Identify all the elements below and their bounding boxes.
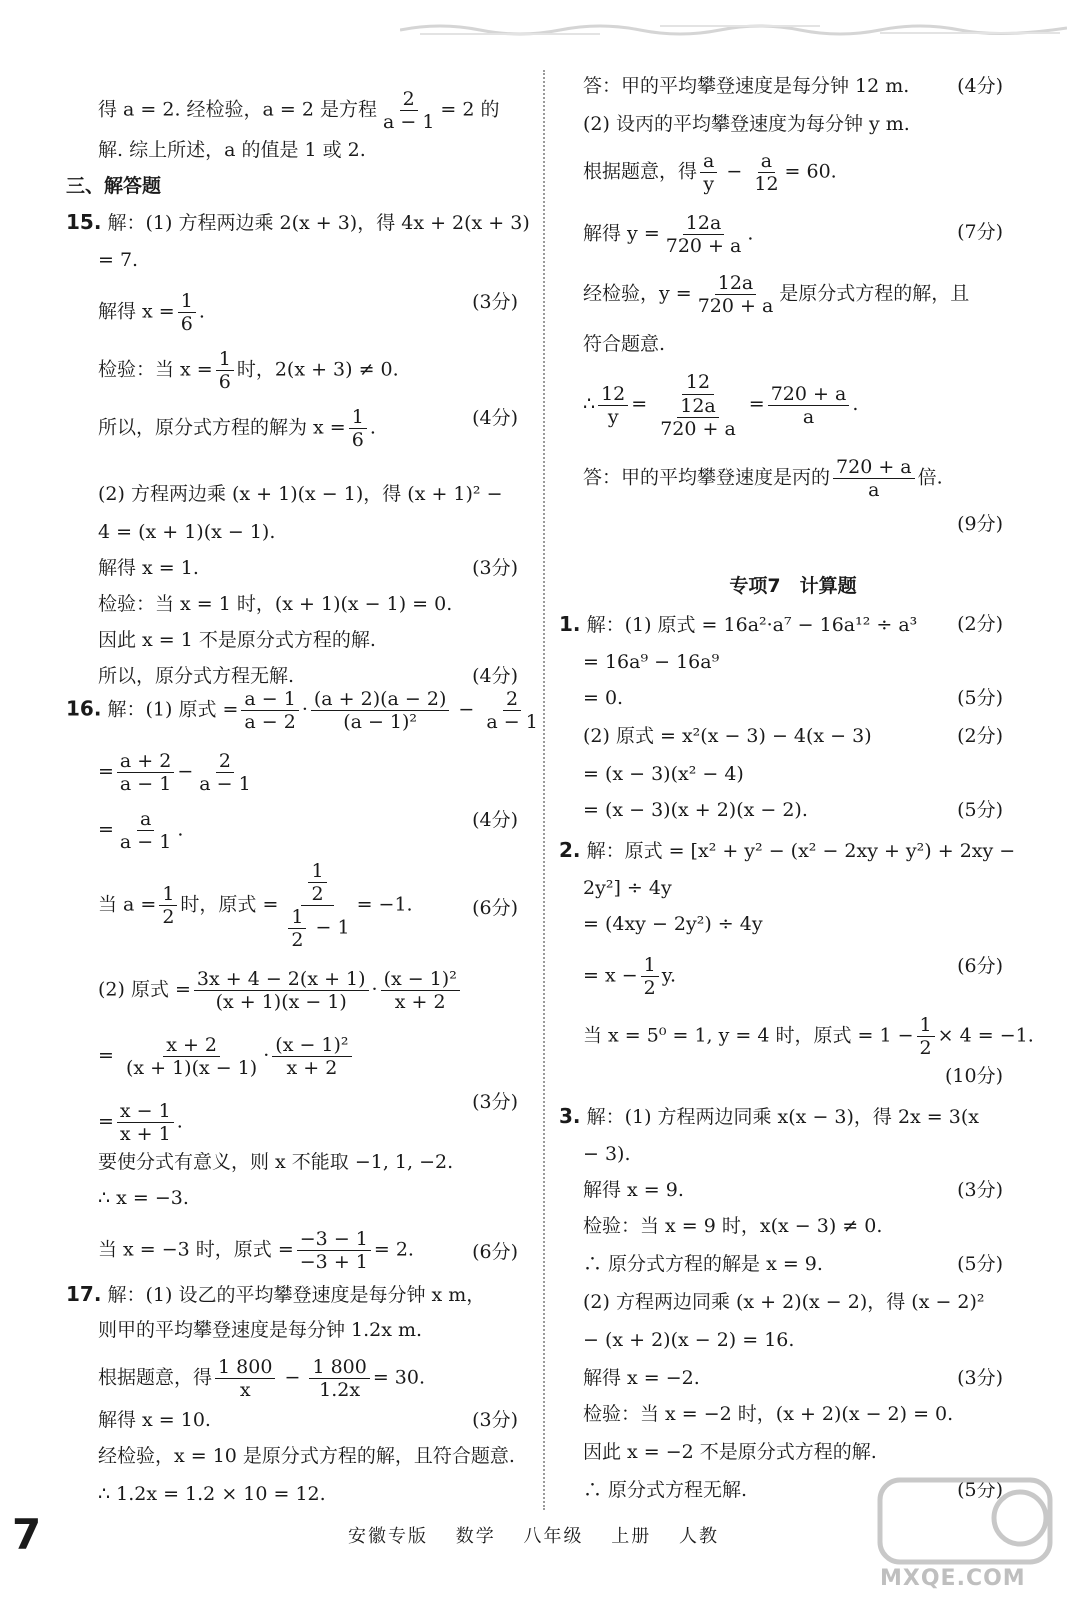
- fraction: $\frac{2}{a - 1}$: [199, 750, 251, 795]
- problem-16-line: 16. 解：(1) 原式 = $\frac{a - 1}{a - 2}$ · $\frac{(a + 2)(a - 2)}{\text{(a − 1)²}}$ − $\frac{2}{a - 1}$: [66, 688, 486, 733]
- fraction: $\frac{x + 2}{(x + 1)(x - 1)}$: [125, 1034, 258, 1079]
- solution-line: 得 a = 2. 经检验，a = 2 是方程 $\frac{2}{a - 1}$ = 2 的: [98, 88, 500, 133]
- solution-line: 当 x = −3 时，原式 = $\frac{-3 - 1}{-3 + 1}$ = 2. (6分): [98, 1228, 518, 1273]
- score-marker: (9分): [957, 513, 1003, 535]
- solution-line: 解得 x = 1. (3分): [98, 557, 518, 579]
- fraction: $\frac{a - 1}{a - 2}$: [241, 688, 298, 733]
- solution-line: = x − $\frac{1}{2}$ y. (6分): [583, 954, 1003, 999]
- solution-line: ∴ $\frac{12}{y}$ = $\frac{12}{\frac{12a}{720 + a}}$ = $\frac{720 + a}{a}$ .: [583, 371, 859, 440]
- problem-number: 17.: [66, 1282, 102, 1306]
- watermark-site: MXQE.COM: [880, 1566, 1026, 1591]
- fraction: $\frac{x - 1}{x + 1}$: [117, 1100, 174, 1145]
- solution-line: ∴ 1.2x = 1.2 × 10 = 12.: [98, 1483, 326, 1505]
- solution-line: 所以，原分式方程的解为 x = $\frac{1}{6}$ . (4分): [98, 406, 518, 451]
- solution-line: = (x − 3)(x² − 4): [583, 763, 744, 785]
- fraction: $\frac{\text{(x − 1)²}}{x + 2}$: [272, 1034, 351, 1079]
- score-marker: (3分): [957, 1367, 1003, 1389]
- solution-line: = (4xy − 2y²) ÷ 4y: [583, 913, 763, 935]
- problem-3-line: 3. 解：(1) 方程两边同乘 x(x − 3)，得 2x = 3(x: [559, 1104, 979, 1128]
- solution-line: (2) 方程两边同乘 (x + 2)(x − 2)，得 (x − 2)²: [583, 1291, 985, 1313]
- solution-line: 经检验，x = 10 是原分式方程的解，且符合题意.: [98, 1445, 515, 1467]
- score-marker: (5分): [957, 687, 1003, 709]
- problem-number: 16.: [66, 696, 102, 721]
- score-marker: (4分): [472, 665, 518, 687]
- top-decorative-band: [400, 18, 1067, 38]
- solution-line: = 0. (5分): [583, 687, 1003, 709]
- fraction: $\frac{\text{(x − 1)²}}{x + 2}$: [381, 968, 460, 1013]
- fraction: $\frac{a}{a - 1}$: [119, 808, 172, 853]
- fraction: $\frac{2}{a - 1}$: [383, 88, 435, 133]
- solution-line: = $\frac{a}{a - 1}$ . (4分): [98, 808, 518, 853]
- problem-2-line: 2. 解：原式 = [x² + y² − (x² − 2xy + y²) + 2xy −: [559, 838, 1016, 862]
- page-number: 7: [12, 1510, 42, 1559]
- topic-header: 专项7 计算题: [729, 575, 857, 597]
- nested-fraction: $\frac{12}{\frac{12a}{720 + a}}$: [660, 371, 736, 440]
- fraction: $\frac{2}{a - 1}$: [486, 688, 538, 733]
- score-marker: (4分): [957, 75, 1003, 97]
- solution-line: 检验：当 x = −2 时，(x + 2)(x − 2) = 0.: [583, 1403, 954, 1425]
- fraction: $\frac{a + 2}{a - 1}$: [117, 750, 174, 795]
- solution-line: ∴ 原分式方程无解. (5分): [583, 1479, 1003, 1501]
- fraction: $\frac{1}{2}$: [159, 883, 177, 928]
- fraction: $\frac{1}{2}$: [641, 954, 659, 999]
- nested-fraction: $\frac{1}{2}$ $\frac{1}{2}$ − 1: [281, 860, 353, 951]
- score-marker: (4分): [472, 407, 518, 429]
- solution-line: = 16a⁹ − 16a⁹: [583, 651, 720, 673]
- fraction: $\frac{1}{2}$: [917, 1014, 935, 1059]
- score-marker: (5分): [957, 1479, 1003, 1501]
- fraction: $\frac{12a}{720 + a}$: [665, 212, 742, 257]
- score-marker: (2分): [957, 613, 1003, 635]
- solution-line: 因此 x = 1 不是原分式方程的解.: [98, 629, 376, 651]
- solution-line: − 3).: [583, 1143, 631, 1165]
- solution-line: 则甲的平均攀登速度是每分钟 1.2x m.: [98, 1319, 423, 1341]
- score-marker: (3分): [472, 1091, 518, 1113]
- solution-line: ∴ x = −3.: [98, 1187, 189, 1209]
- solution-line: 要使分式有意义，则 x 不能取 −1, 1, −2.: [98, 1151, 454, 1173]
- solution-line: 答：甲的平均攀登速度是每分钟 12 m. (4分): [583, 75, 1003, 97]
- solution-line: (2) 原式 = x²(x − 3) − 4(x − 3) (2分): [583, 725, 1003, 747]
- solution-line: ∴ 原分式方程的解是 x = 9. (5分): [583, 1253, 1003, 1275]
- solution-line: = (x − 3)(x + 2)(x − 2). (5分): [583, 799, 1003, 821]
- fraction: $\frac{1}{6}$: [178, 290, 196, 335]
- problem-number: 1.: [559, 612, 581, 636]
- solution-line: 根据题意，得 $\frac{1 800}{x}$ − $\frac{1 800}{1.2x}$ = 30.: [98, 1356, 426, 1401]
- solution-line: 经检验，y = $\frac{12a}{720 + a}$ 是原分式方程的解，且: [583, 272, 970, 317]
- solution-line: 当 a = $\frac{1}{2}$ 时，原式 = $\frac{1}{2}$ $\frac{1}{2}$ − 1 = −1. (6分): [98, 860, 518, 951]
- score-marker: (5分): [957, 1253, 1003, 1275]
- solution-line: 检验：当 x = 1 时，(x + 1)(x − 1) = 0.: [98, 593, 453, 615]
- score-marker: (4分): [472, 809, 518, 831]
- solution-line: 解得 x = 10. (3分): [98, 1409, 518, 1431]
- fraction: $\frac{(a + 2)(a - 2)}{\text{(a − 1)²}}$: [311, 688, 449, 733]
- fraction: $\frac{3x + 4 - 2(x + 1)}{(x + 1)(x - 1)}$: [194, 968, 369, 1013]
- fraction: $\frac{1 800}{x}$: [215, 1356, 275, 1401]
- footer-subject: 数学: [455, 1526, 496, 1547]
- score-marker: (3分): [957, 1179, 1003, 1201]
- solution-line: = $\frac{a + 2}{a - 1}$ − $\frac{2}{a - 1}$: [98, 750, 518, 795]
- problem-number: 2.: [559, 838, 581, 862]
- score-marker: (10分): [944, 1065, 1003, 1087]
- solution-line: = 7.: [98, 249, 139, 271]
- solution-line: 解得 x = −2. (3分): [583, 1367, 1003, 1389]
- solution-line: 2y²] ÷ 4y: [583, 877, 672, 899]
- fraction: $\frac{1}{6}$: [216, 348, 234, 393]
- problem-number: 15.: [66, 210, 102, 234]
- problem-17-line: 17. 解：(1) 设乙的平均攀登速度是每分钟 x m，: [66, 1282, 486, 1306]
- solution-line: 根据题意，得 $\frac{a}{y}$ − $\frac{a}{12}$ = 60.: [583, 150, 837, 195]
- solution-line: 解. 综上所述，a 的值是 1 或 2.: [98, 139, 366, 161]
- solution-line: 当 x = 5⁰ = 1, y = 4 时，原式 = 1 − $\frac{1}{2}$ × 4 = −1.: [583, 1014, 1034, 1059]
- solution-line: 解得 x = 9. (3分): [583, 1179, 1003, 1201]
- footer-publisher: 人教: [678, 1526, 719, 1547]
- fraction: $\frac{-3 - 1}{-3 + 1}$: [297, 1228, 371, 1273]
- score-marker: (3分): [472, 1409, 518, 1431]
- score-marker: (6分): [472, 1241, 518, 1263]
- fraction: $\frac{720 + a}{a}$: [833, 456, 915, 501]
- fraction: $\frac{1 800}{1.2x}$: [309, 1356, 369, 1401]
- fraction: $\frac{12}{y}$: [598, 383, 628, 428]
- score-marker: (5分): [957, 799, 1003, 821]
- solution-line: (2) 方程两边乘 (x + 1)(x − 1)，得 (x + 1)² −: [98, 483, 503, 505]
- footer-edition: 安徽专版: [348, 1526, 429, 1547]
- problem-15-line: 15. 解：(1) 方程两边乘 2(x + 3)，得 4x + 2(x + 3): [66, 210, 530, 234]
- solution-line: 答：甲的平均攀登速度是丙的 $\frac{720 + a}{a}$ 倍.: [583, 456, 943, 501]
- solution-line: 因此 x = −2 不是原分式方程的解.: [583, 1441, 877, 1463]
- solution-line: = $\frac{x - 1}{x + 1}$ . (3分): [98, 1091, 518, 1145]
- problem-number: 3.: [559, 1104, 581, 1128]
- fraction: $\frac{1}{6}$: [349, 406, 367, 451]
- fraction: $\frac{720 + a}{a}$: [768, 383, 850, 428]
- section-header: 三、解答题: [66, 175, 162, 197]
- score-marker: (7分): [957, 221, 1003, 243]
- solution-line: = $\frac{x + 2}{(x + 1)(x - 1)}$ · $\frac{\text{(x − 1)²}}{x + 2}$: [98, 1034, 518, 1079]
- footer-grade: 八年级: [523, 1526, 584, 1547]
- column-divider: [543, 70, 545, 1510]
- score-marker: (6分): [472, 897, 518, 919]
- solution-line: 4 = (x + 1)(x − 1).: [98, 521, 276, 543]
- score-marker: (6分): [957, 955, 1003, 977]
- solution-line: 解得 y = $\frac{12a}{720 + a}$ . (7分): [583, 212, 1003, 257]
- solution-line: 检验：当 x = 9 时，x(x − 3) ≠ 0.: [583, 1215, 883, 1237]
- solution-line: 检验：当 x = $\frac{1}{6}$ 时，2(x + 3) ≠ 0.: [98, 348, 399, 393]
- problem-1-line: 1. 解：(1) 原式 = 16a²·a⁷ − 16a¹² ÷ a³ (2分): [559, 612, 1003, 636]
- solution-line: (2) 原式 = $\frac{3x + 4 - 2(x + 1)}{(x + 1)(x - 1)}$ · $\frac{\text{(x − 1)²}}{x + 2}$: [98, 968, 518, 1013]
- score-marker: (2分): [957, 725, 1003, 747]
- solution-line: 所以，原分式方程无解. (4分): [98, 665, 518, 687]
- fraction: $\frac{12a}{720 + a}$: [697, 272, 774, 317]
- solution-line: − (x + 2)(x − 2) = 16.: [583, 1329, 795, 1351]
- footer-volume: 上册: [611, 1526, 652, 1547]
- solution-line: 符合题意.: [583, 333, 666, 355]
- solution-line: (2) 设丙的平均攀登速度为每分钟 y m.: [583, 113, 910, 135]
- solution-line: 解得 x = $\frac{1}{6}$ . (3分): [98, 290, 518, 335]
- score-marker: (3分): [472, 291, 518, 313]
- fraction: $\frac{a}{y}$: [700, 150, 717, 195]
- score-marker: (3分): [472, 557, 518, 579]
- fraction: $\frac{a}{12}$: [754, 150, 779, 195]
